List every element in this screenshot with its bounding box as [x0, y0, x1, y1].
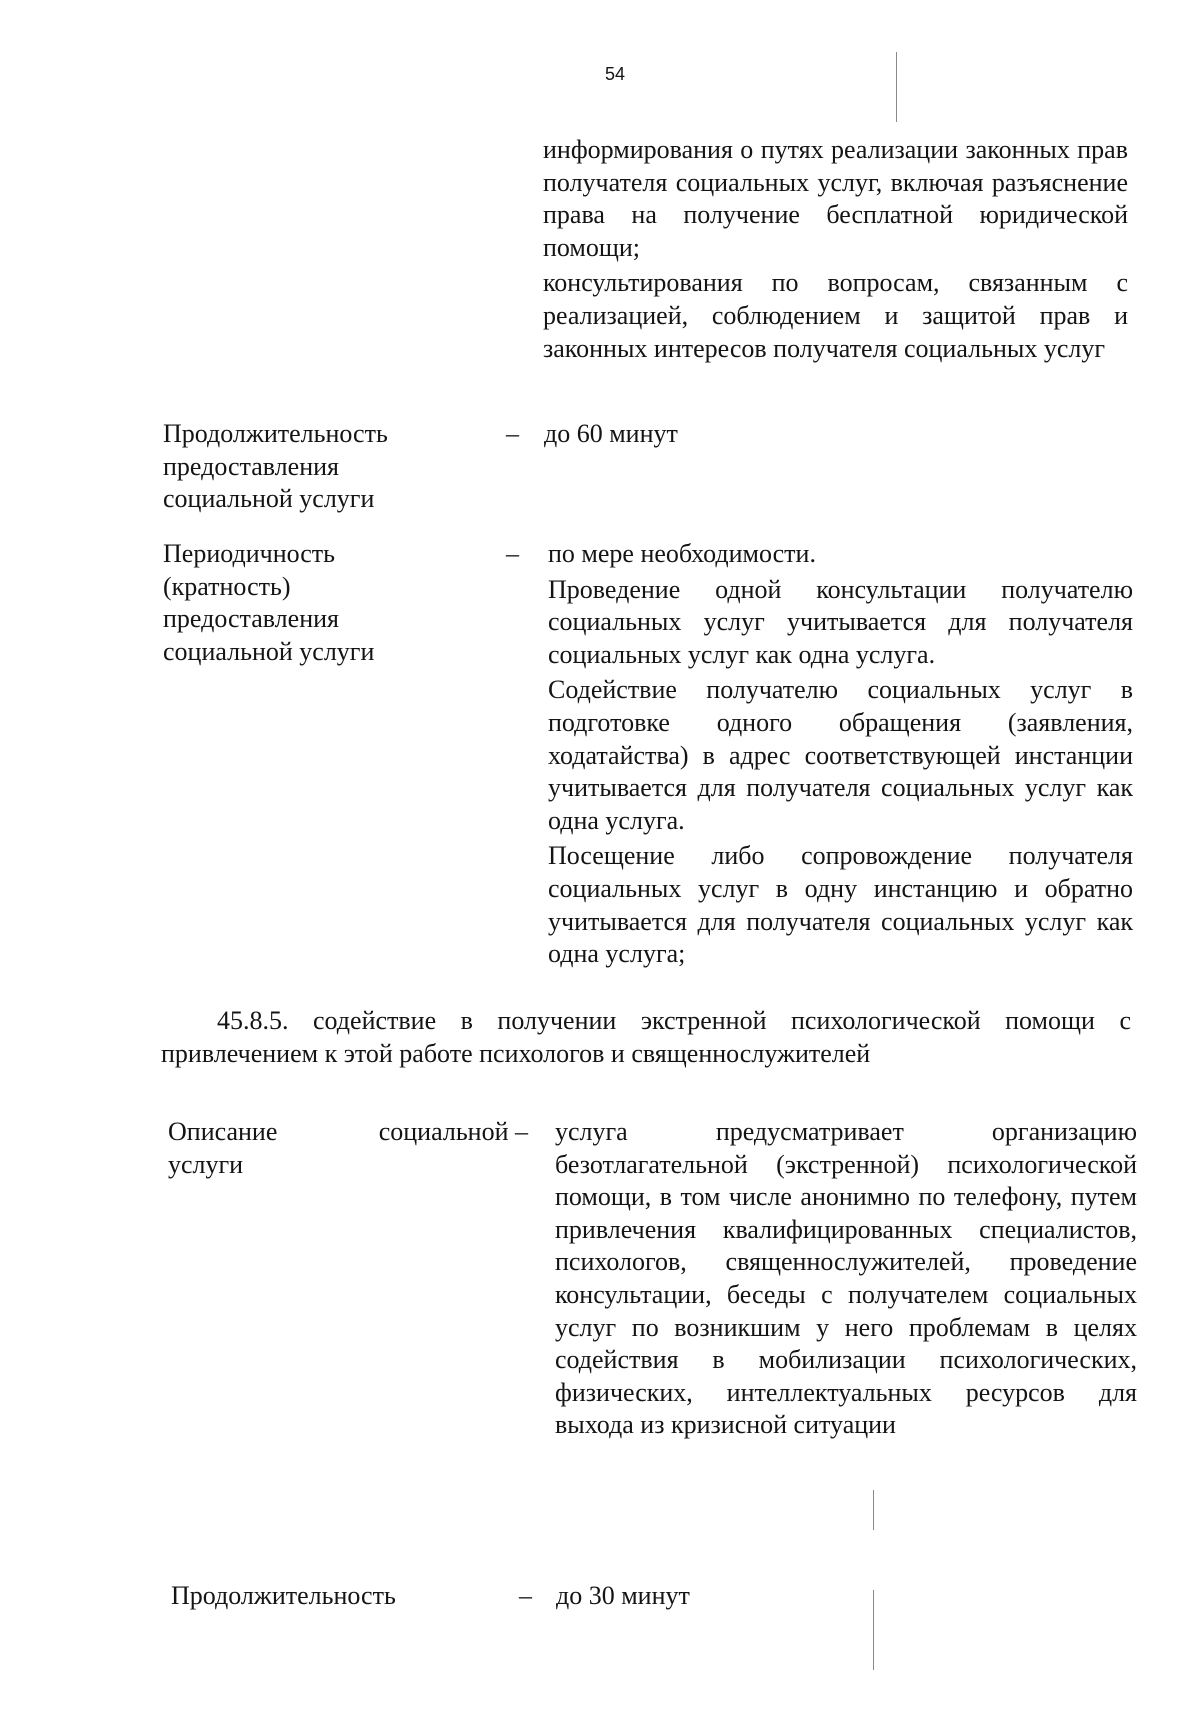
label-line: услуги [168, 1149, 244, 1179]
value-paragraph: до 60 минут [544, 419, 678, 448]
label-word: Описание [168, 1117, 278, 1146]
continuation-paragraph: информирования о путях реализации законных прав получателя социальных услуг, включая разъяснение права на получение бесплатной юридической помощи; [543, 135, 1128, 262]
row-dash: – [515, 1117, 528, 1146]
row-dash: – [506, 539, 519, 568]
label-word-with-dash [379, 1116, 528, 1149]
row-value-periodicity [548, 538, 1133, 971]
value-paragraph: Проведение одной консультации получателю социальных услуг учитывается для получателя социальных услуг как одна услуга. [548, 574, 1133, 669]
row-label-duration: Продолжительность [171, 1581, 396, 1610]
row-dash: – [506, 419, 519, 448]
value-paragraph: по мере необходимости. [548, 539, 816, 568]
value-paragraph: Содействие получателю социальных услуг в подготовке одного обращения (заявления, ходатайства) в адрес соответствующей инстанции учитывается для получателя социальных услуг как одна услуга. [548, 675, 1133, 835]
scan-artifact [896, 52, 897, 122]
row-label-description [168, 1116, 528, 1181]
row-value-description [555, 1116, 1137, 1442]
section-heading: 45.8.5. содействие в получении экстренной психологической помощи с привлечением к этой работе психологов и священнослужителей [161, 1006, 1131, 1068]
scan-artifact [873, 1490, 874, 1530]
row-dash: – [519, 1581, 532, 1610]
row-value-duration [556, 1580, 1141, 1613]
value-paragraph: до 30 минут [556, 1581, 690, 1610]
scan-artifact [873, 1590, 874, 1670]
label-word: социальной [378, 1117, 509, 1146]
value-paragraph: услуга предусматривает организацию безотлагательной (экстренной) психологической помощи, в том числе анонимно по телефону, путем привлечения квалифицированных специалистов, психологов, священнослужителей, проведение консультации, беседы с получателем социальных услуг по возникшим у него проблемам в целях содействия в мобилизации психологических, физических, интеллектуальных ресурсов для выхода из кризисной ситуации [555, 1117, 1137, 1440]
row-value-duration [544, 418, 1129, 451]
label-line [168, 1116, 528, 1149]
row-label-periodicity: Периодичность (кратность) предоставления социальной услуги [163, 539, 375, 666]
value-paragraph: Посещение либо сопровождение получателя социальных услуг в одну инстанцию и обратно учитывается для получателя социальных услуг как одна услуга; [548, 841, 1133, 969]
continuation-paragraph: консультирования по вопросам, связанным с реализацией, соблюдением и защитой прав и законных интересов получателя социальных услуг [543, 268, 1128, 363]
row-label-duration: Продолжительность предоставления социальной услуги [163, 419, 388, 514]
page-number: 54 [604, 64, 626, 84]
continuation-block [543, 134, 1128, 365]
